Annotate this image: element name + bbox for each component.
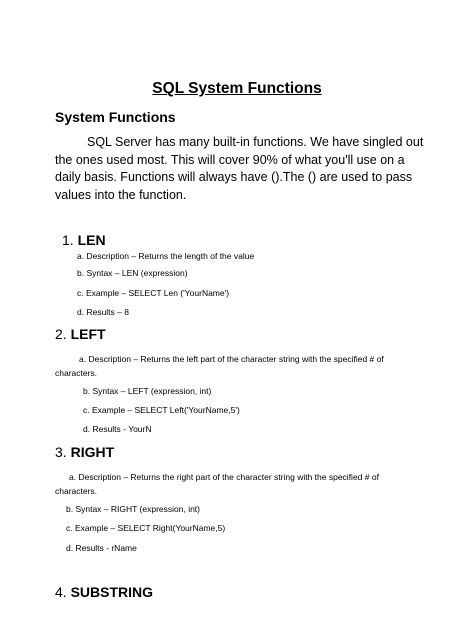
- section-heading: System Functions: [55, 109, 176, 125]
- section-len-heading: [62, 232, 106, 248]
- section-name: LEFT: [70, 326, 106, 342]
- section-substring-heading: [55, 584, 153, 600]
- left-example: c. Example – SELECT Left('YourName,5'): [83, 405, 240, 415]
- left-syntax: b. Syntax – LEFT (expression, int): [83, 386, 212, 396]
- right-example: c. Example – SELECT Right(YourName,5): [66, 523, 226, 533]
- section-name: RIGHT: [70, 444, 115, 460]
- section-name: SUBSTRING: [70, 584, 154, 600]
- document-title: SQL System Functions: [152, 80, 322, 97]
- right-description: a. Description – Returns the right part of the character string with the specified # of characters.: [55, 472, 379, 496]
- len-description: a. Description – Returns the length of the value: [77, 251, 255, 261]
- intro-text: SQL Server has many built-in functions. We have singled out the ones used most. This will cover 90% of what you'll use on a daily basis. Functions will always have ().The () are used to pass values into the function.: [55, 135, 424, 202]
- len-syntax: b. Syntax – LEN (expression): [77, 268, 188, 278]
- left-description: a. Description – Returns the left part of the character string with the specified # of characters.: [55, 354, 384, 378]
- intro-paragraph: [55, 134, 427, 204]
- len-results: d. Results – 8: [77, 307, 129, 317]
- section-name: LEN: [77, 232, 106, 248]
- section-left-heading: [55, 326, 106, 342]
- section-number: 4.: [55, 584, 67, 600]
- right-syntax: b. Syntax – RIGHT (expression, int): [66, 504, 201, 514]
- len-example: c. Example – SELECT Len ('YourName'): [77, 288, 230, 298]
- section-right-heading: [55, 444, 114, 460]
- section-number: 3.: [55, 444, 67, 460]
- section-number: 1.: [62, 232, 74, 248]
- section-number: 2.: [55, 326, 67, 342]
- right-results: d. Results - rName: [66, 543, 137, 553]
- left-results: d. Results - YourN: [83, 424, 152, 434]
